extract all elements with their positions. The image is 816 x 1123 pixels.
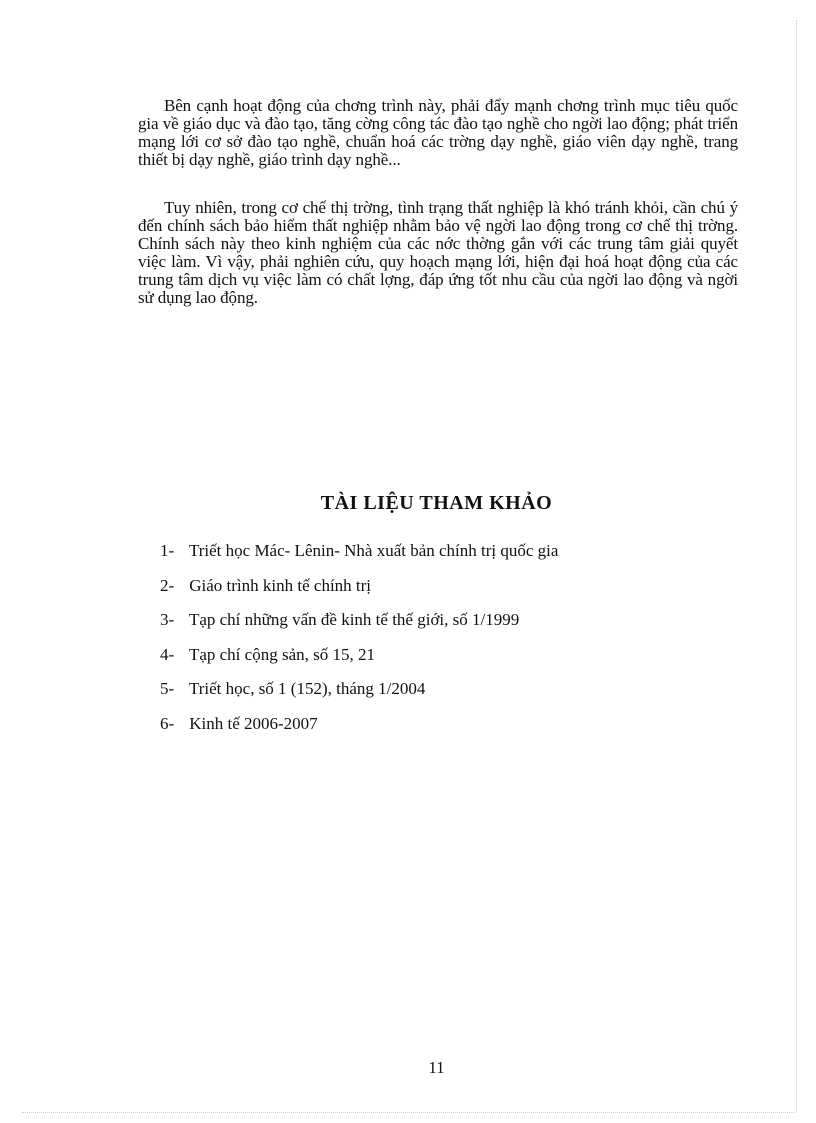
reference-number: 3-	[160, 610, 175, 629]
page-number: 11	[428, 1058, 445, 1077]
reference-item	[160, 678, 558, 713]
reference-number: 2-	[160, 575, 175, 595]
reference-text: Tạp chí cộng sản, số 15, 21	[188, 644, 375, 664]
reference-item	[160, 609, 558, 644]
references-heading: TÀI LIỆU THAM KHẢO	[320, 492, 553, 514]
reference-text: Triết học Mác- Lênin- Nhà xuất bản chính trị quốc gia	[188, 541, 559, 560]
body-paragraph-2: Tuy nhiên, trong cơ chế thị trờng, tình trạng thất nghiệp là khó tránh khỏi, cần chú ý đến chính sách bảo hiểm thất nghiệp nhằm bảo vệ ngời lao động trong cơ chế thị trờng. Chính sách này theo kinh nghiệm của các nớc thờng gắn với các trung tâm giải quyết việc làm. Vì vậy, phải nghiên cứu, quy hoạch mạng lới, hiện đại hoá hoạt động của các trung tâm dịch vụ việc làm có chất lợng, đáp ứng tốt nhu cầu của ngời lao động và ngời sử dụng lao động.	[138, 198, 738, 307]
body-paragraph-1: Bên cạnh hoạt động của chơng trình này, phải đẩy mạnh chơng trình mục tiêu quốc gia về giáo dục và đào tạo, tăng cờng công tác đào tạo nghề cho ngời lao động; phát triển mạng lới cơ sở đào tạo nghề, chuẩn hoá các trờng dạy nghề, giáo viên dạy nghề, trang thiết bị dạy nghề, giáo trình dạy nghề...	[138, 96, 738, 169]
page-border-right	[796, 20, 797, 1112]
reference-text: Kinh tế 2006-2007	[189, 713, 318, 733]
reference-item	[160, 713, 558, 748]
references-list	[160, 540, 558, 747]
reference-text: Tạp chí những vấn đề kinh tế thế giới, số 1/1999	[188, 610, 520, 629]
reference-number: 6-	[160, 713, 175, 733]
reference-text: Triết học, số 1 (152), tháng 1/2004	[188, 679, 426, 698]
page-border-bottom	[22, 1112, 796, 1113]
reference-text: Giáo trình kinh tế chính trị	[189, 575, 372, 595]
reference-item	[160, 540, 558, 575]
reference-item	[160, 575, 558, 610]
reference-number: 1-	[160, 541, 175, 560]
reference-number: 4-	[160, 644, 175, 664]
reference-item	[160, 644, 558, 679]
reference-number: 5-	[160, 679, 175, 698]
